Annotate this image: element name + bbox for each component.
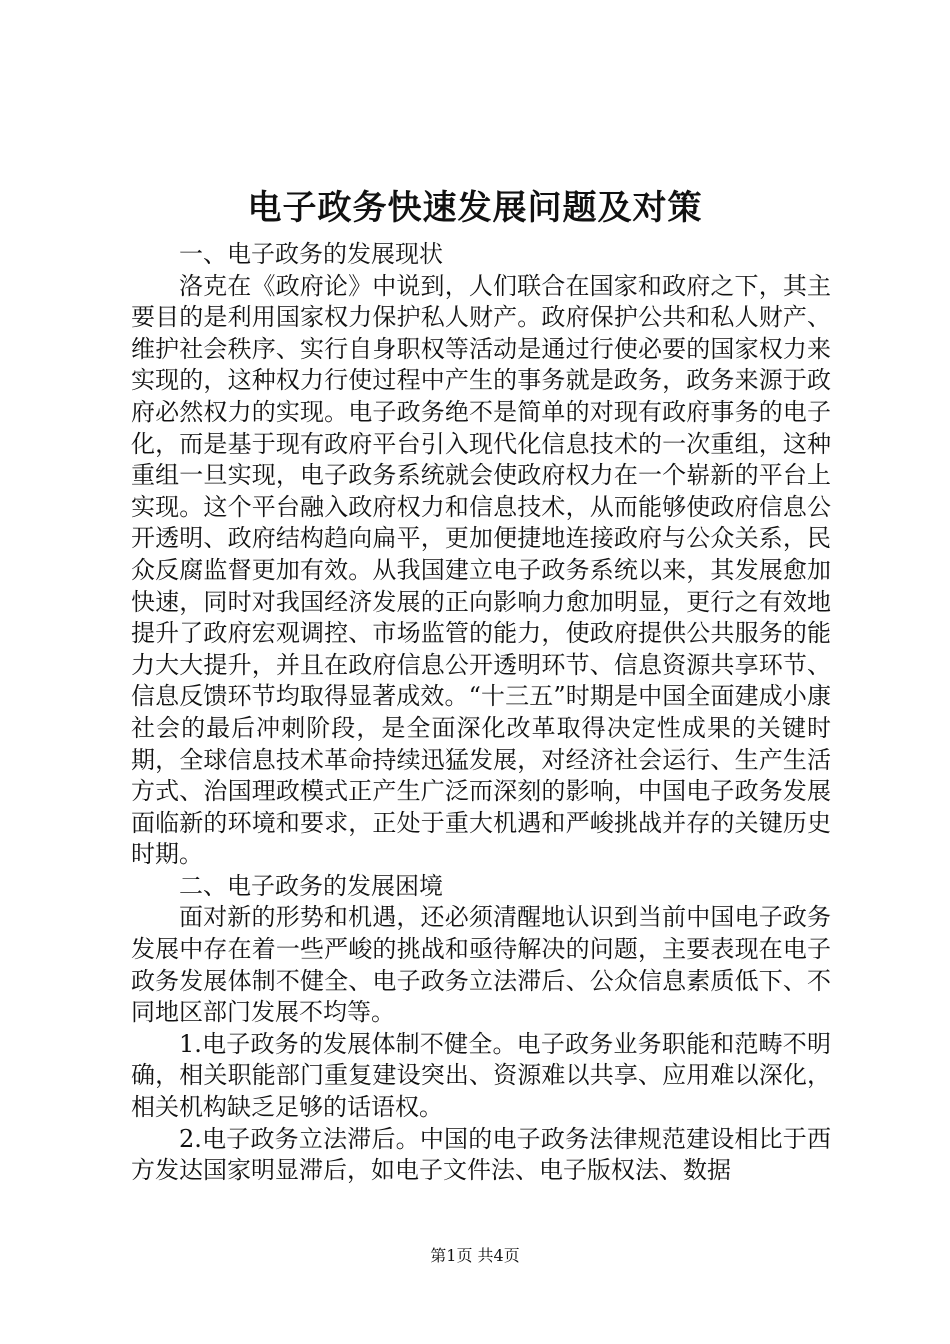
section-heading: 一、电子政务的发展现状: [179, 240, 443, 268]
section-heading: 二、电子政务的发展困境: [179, 871, 443, 900]
paragraph: 洛克在《政府论》中说到，人们联合在国家和政府之下，其主要目的是利用国家权力保护私人财产。政府保护公共和私人财产、维护社会秩序、实行自身职权等活动是通过行使必要的国家权力来实现的，这种权力行使过程中产生的事务就是政务，政务来源于政府必然权力的实现。电子政务绝不是简单的对现有政府事务的电子化，而是基于现有政府平台引入现代化信息技术的一次重组，这种重组一旦实现，电子政务系统就会使政府权力在一个崭新的平台上实现。这个平台融入政府权力和信息技术，从而能够使政府信息公开透明、政府结构趋向扁平，更加便捷地连接政府与公众关系，民众反腐监督更加有效。从我国建立电子政务系统以来，其发展愈加快速，同时对我国经济发展的正向影响力愈加明显，更行之有效地提升了政府宏观调控、市场监管的能力，使政府提供公共服务的能力大大提升，并且在政府信息公开透明环节、信息资源共享环节、信息反馈环节均取得显著成效。“十三五”时期是中国全面建成小康社会的最后冲刺阶段，是全面深化改革取得决定性成果的关键时期，全球信息技术革命持续迅猛发展，对经济社会运行、生产生活方式、治国理政模式正产生广泛而深刻的影响，中国电子政务发展面临新的环境和要求，正处于重大机遇和严峻挑战并存的关键历史时期。: [131, 271, 831, 869]
paragraph: 1.电子政务的发展体制不健全。电子政务业务职能和范畴不明确，相关职能部门重复建设突出、资源难以共享、应用难以深化，相关机构缺乏足够的话语权。: [131, 1029, 831, 1122]
page-footer: 第1页 共4页: [430, 1246, 520, 1265]
paragraph: 2.电子政务立法滞后。中国的电子政务法律规范建设相比于西方发达国家明显滞后，如电子文件法、电子版权法、数据: [131, 1124, 831, 1185]
document-title: 电子政务快速发展问题及对策: [247, 188, 703, 228]
paragraph: 面对新的形势和机遇，还必须清醒地认识到当前中国电子政务发展中存在着一些严峻的挑战和亟待解决的问题，主要表现在电子政务发展体制不健全、电子政务立法滞后、公众信息素质低下、不同地区部门发展不均等。: [131, 903, 831, 1027]
document-body: [131, 239, 831, 1187]
